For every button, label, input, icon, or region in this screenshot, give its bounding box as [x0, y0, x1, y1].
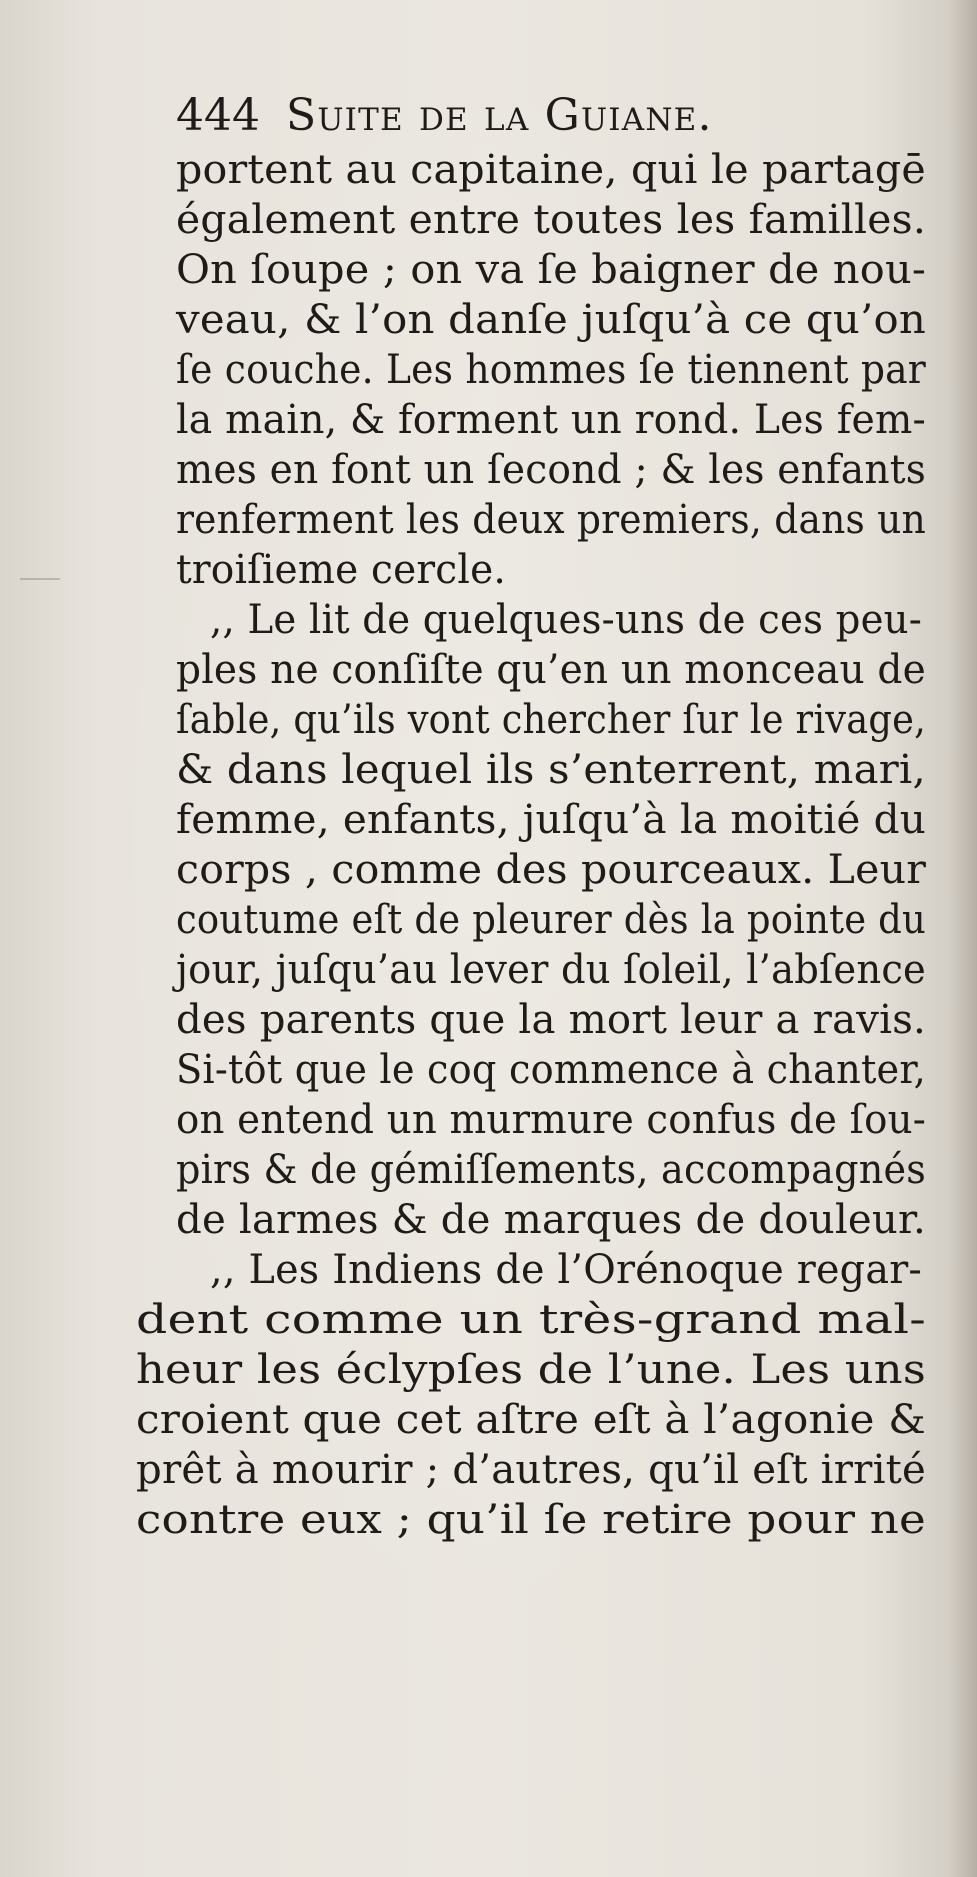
text-line: de larmes & de marques de douleur. — [176, 1197, 927, 1243]
text-line: troiſieme cercle. — [176, 547, 507, 593]
running-header — [176, 90, 713, 142]
text-line: on entend un murmure confus de ſou- — [176, 1097, 927, 1143]
text-line: veau, & l’on danſe juſqu’à ce qu’on — [176, 297, 927, 343]
text-line: contre eux ; qu’il ſe retire pour ne — [136, 1497, 927, 1543]
text-line: jour, juſqu’au lever du ſoleil, l’abſence — [176, 947, 927, 993]
text-line: corps , comme des pourceaux. Leur — [176, 847, 927, 893]
text-line: Si-tôt que le coq commence à chanter, — [176, 1047, 927, 1093]
text-line: portent au capitaine, qui le partagē — [176, 147, 926, 193]
text-line: des parents que la mort leur a ravis. — [176, 997, 927, 1043]
text-line: On ſoupe ; on va ſe baigner de nou- — [176, 247, 927, 293]
text-line: coutume eſt de pleurer dès la pointe du — [176, 897, 927, 943]
text-line: croient que cet aſtre eſt à l’agonie & — [136, 1397, 926, 1443]
text-line: & dans lequel ils s’enterrent, mari, — [176, 747, 926, 793]
text-line: renferment les deux premiers, dans un — [176, 497, 926, 543]
running-title: Suite de la Guiane. — [285, 90, 713, 141]
page-number: 444 — [176, 90, 260, 141]
text-line: ,, Le lit de quelques-uns de ces peu- — [210, 597, 923, 643]
text-line: ſable, qu’ils vont chercher ſur le rivage, — [176, 697, 926, 743]
text-line: femme, enfants, juſqu’à la moitié du — [176, 797, 927, 843]
text-line: prêt à mourir ; d’autres, qu’il eſt irrité — [136, 1447, 927, 1493]
text-line: heur les éclypſes de l’une. Les uns — [136, 1347, 927, 1393]
text-line: pirs & de gémiſſements, accompagnés — [176, 1147, 927, 1193]
text-line: la main, & forment un rond. Les fem- — [176, 397, 927, 443]
text-line: dent comme un très-grand mal- — [136, 1297, 926, 1343]
text-line: ſe couche. Les hommes ſe tiennent par — [176, 347, 926, 393]
text-line: mes en font un ſecond ; & les enfants — [176, 447, 927, 493]
text-line: ples ne conſiſte qu’en un monceau de — [176, 647, 926, 693]
text-line: également entre toutes les familles. — [176, 197, 927, 243]
text-line: ,, Les Indiens de l’Orénoque regar- — [210, 1247, 923, 1293]
